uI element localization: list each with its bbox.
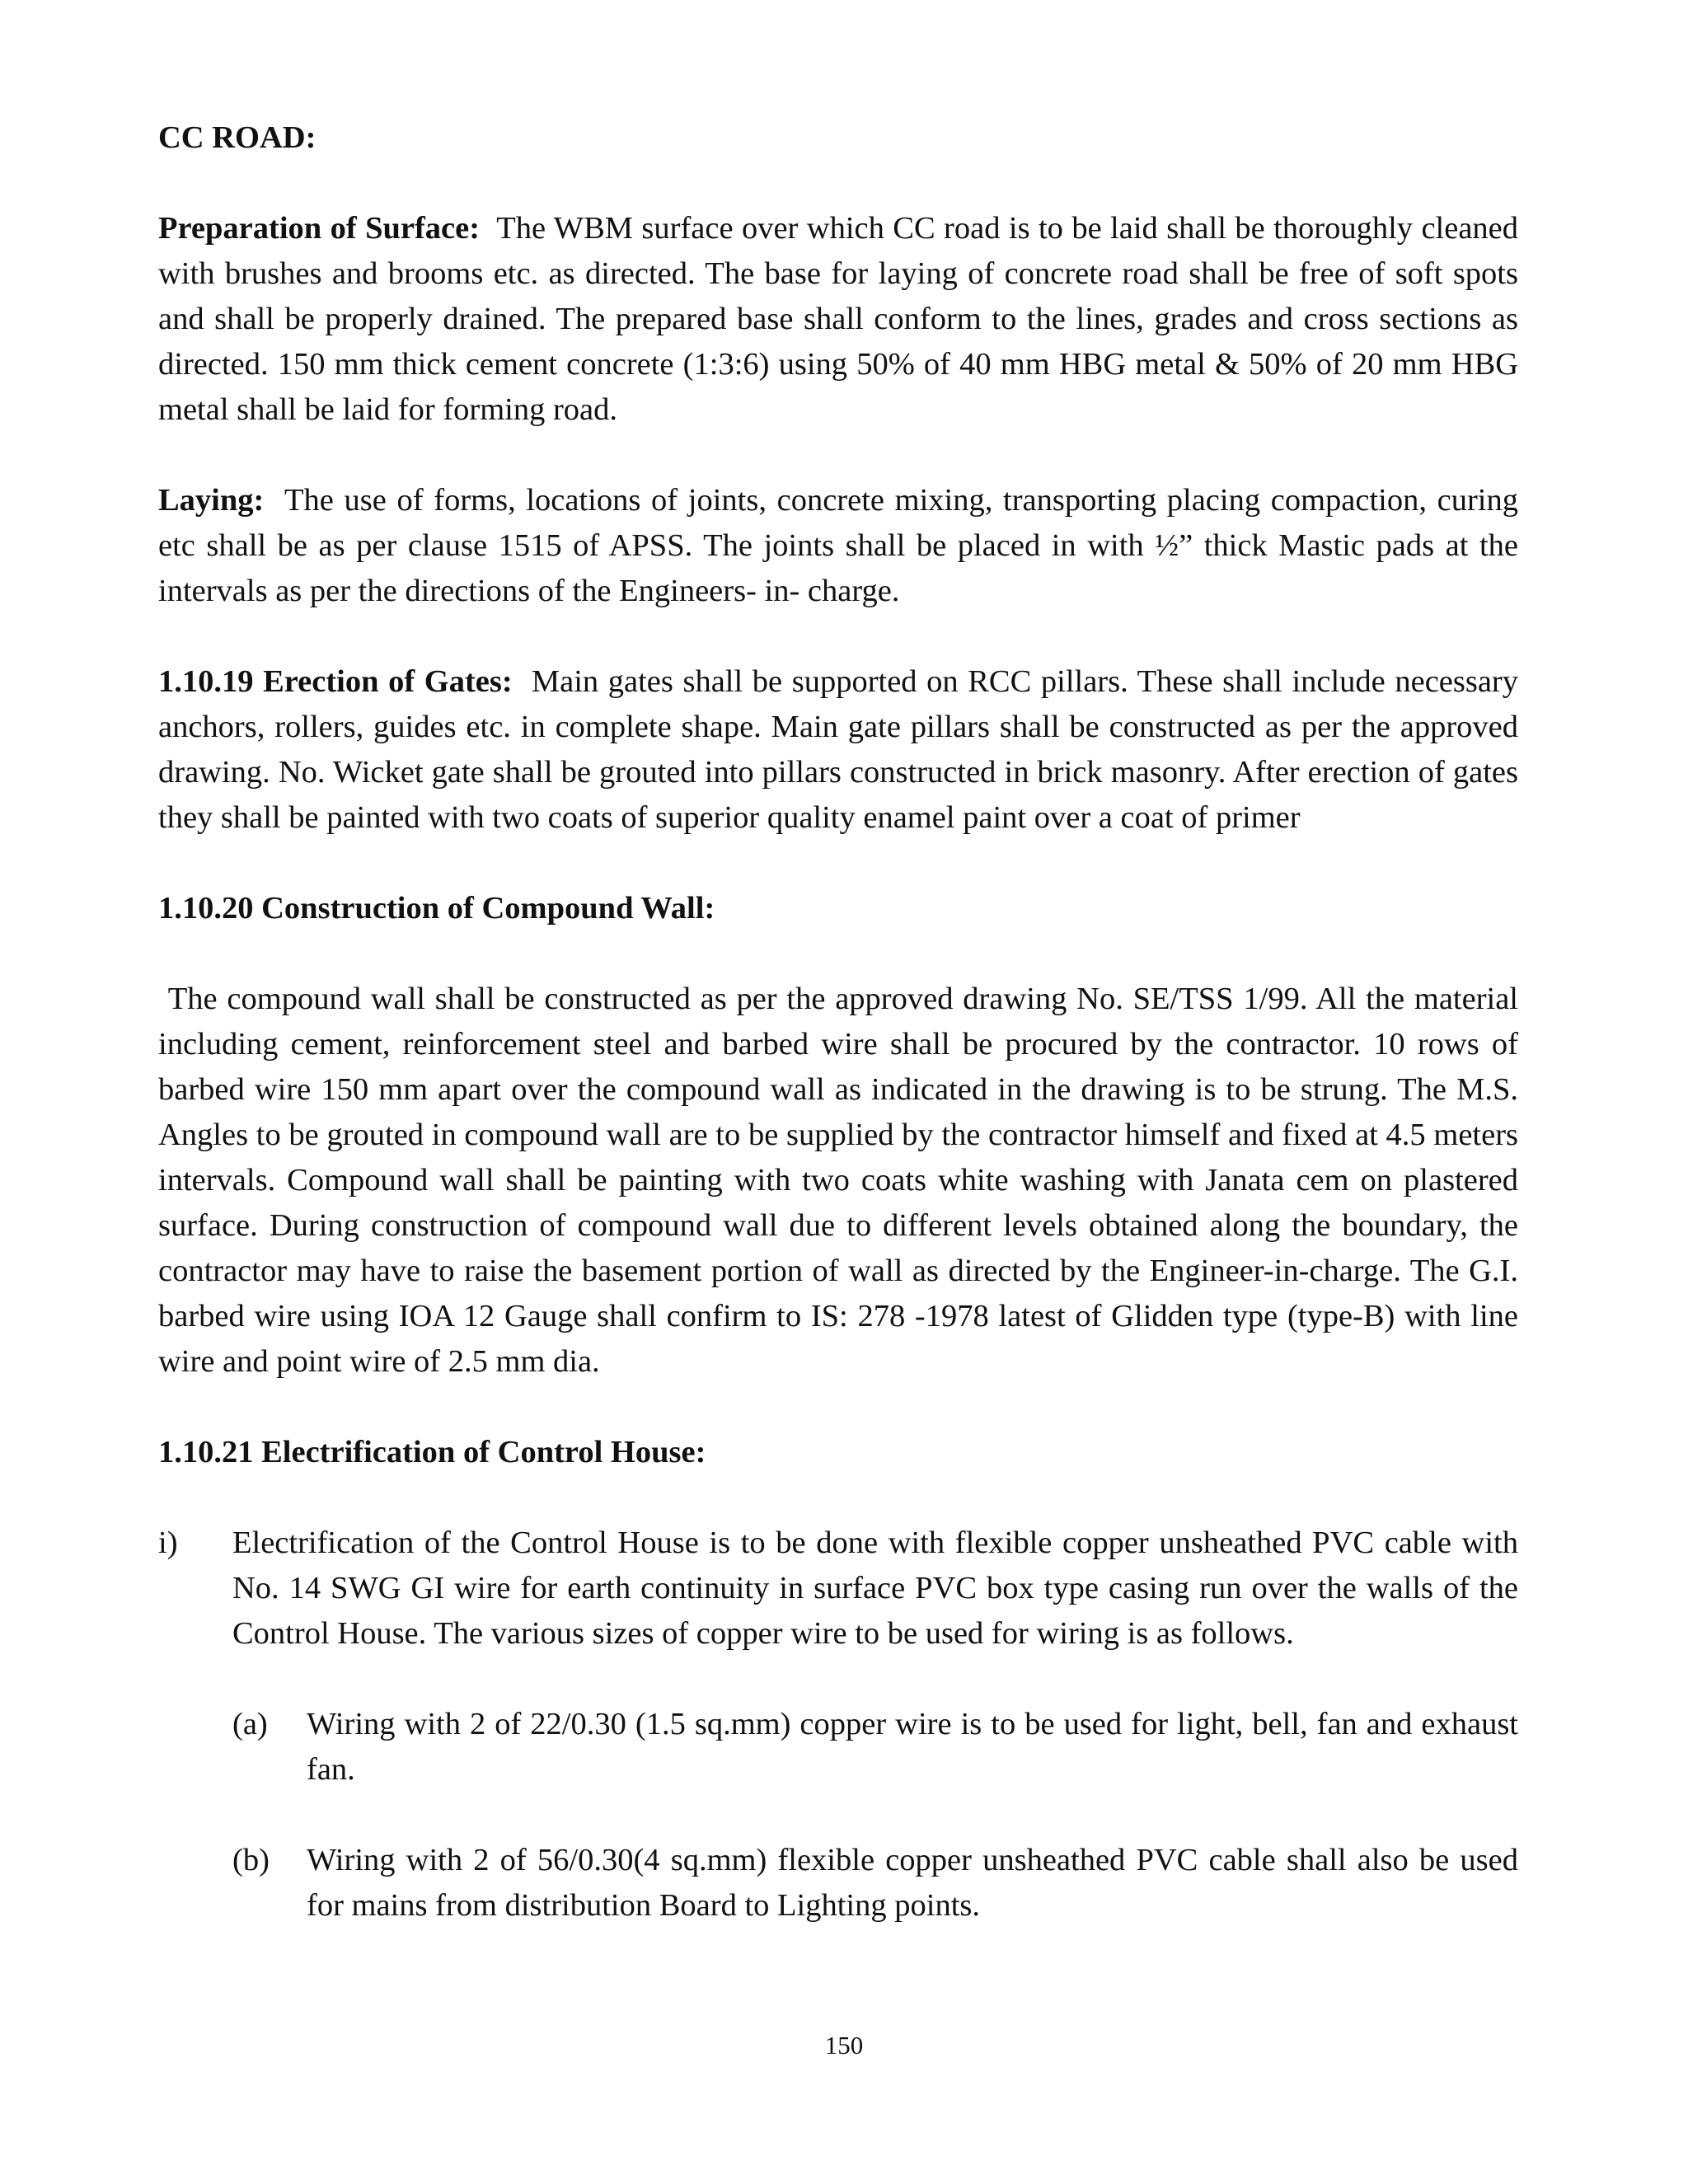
list-item-i	[158, 1521, 1518, 1657]
list-item-i-text: Electrification of the Control House is to be done with flexible copper unsheathed PVC cable with No. 14 SWG GI wire for earth continuity in surface PVC box type casing run over the walls of the Control House. The various sizes of copper wire to be used for wiring is as follows.	[232, 1526, 1518, 1651]
text-preparation-of-surface: The WBM surface over which CC road is to be laid shall be thoroughly cleaned with brushes and brooms etc. as directed. The base for laying of concrete road shall be free of soft spots and shall be properly drained. The prepared base shall conform to the lines, grades and cross sections as directed. 150 mm thick cement concrete (1:3:6) using 50% of 40 mm HBG metal & 50% of 20 mm HBG metal shall be laid for forming road.	[158, 211, 1518, 427]
section-title-cc-road: CC ROAD:	[158, 120, 316, 155]
page-number: 150	[824, 2031, 864, 2060]
paragraph-compound-wall	[158, 977, 1518, 1385]
text-laying: The use of forms, locations of joints, concrete mixing, transporting placing compaction, curing etc shall be as per clause 1515 of APSS. The joints shall be placed in with ½” thick Mastic pads at the intervals as per the directions of the Engineers- in- charge.	[158, 483, 1518, 608]
paragraph-erection-of-gates	[158, 659, 1518, 841]
lead-erection-of-gates: 1.10.19 Erection of Gates:	[158, 664, 513, 699]
document-page	[158, 115, 1518, 1974]
text-erection-of-gates: Main gates shall be supported on RCC pillars. These shall include necessary anchors, rollers, guides etc. in complete shape. Main gate pillars shall be constructed as per the approved drawing. No. Wicket gate shall be grouted into pillars constructed in brick masonry. After erection of gates they shall be painted with two coats of superior quality enamel paint over a coat of primer	[158, 664, 1519, 835]
list-item-i-label: i)	[158, 1526, 178, 1560]
list-subitem-b-label: (b)	[232, 1843, 270, 1877]
paragraph-preparation-of-surface	[158, 206, 1518, 433]
list-subitem-a-label: (a)	[232, 1707, 268, 1741]
list-subitem-b-text: Wiring with 2 of 56/0.30(4 sq.mm) flexible copper unsheathed PVC cable shall also be used for mains from distribution Board to Lighting points.	[307, 1843, 1518, 1923]
list-subitem-b	[232, 1838, 1518, 1929]
heading-compound-wall: 1.10.20 Construction of Compound Wall:	[158, 891, 715, 926]
list-subitem-a	[232, 1702, 1518, 1793]
text-compound-wall: The compound wall shall be constructed as per the approved drawing No. SE/TSS 1/99. All the material including cement, reinforcement steel and barbed wire shall be procured by the contractor. 10 rows of barbed wire 150 mm apart over the compound wall as indicated in the drawing is to be strung. The M.S. Angles to be grouted in compound wall are to be supplied by the contractor himself and fixed at 4.5 meters intervals. Compound wall shall be painting with two coats white washing with Janata cem on plastered surface. During construction of compound wall due to different levels obtained along the boundary, the contractor may have to raise the basement portion of wall as directed by the Engineer-in-charge. The G.I. barbed wire using IOA 12 Gauge shall confirm to IS: 278 -1978 latest of Glidden type (type-B) with line wire and point wire of 2.5 mm dia.	[158, 982, 1518, 1379]
heading-electrification: 1.10.21 Electrification of Control House:	[158, 1435, 706, 1469]
list-subitem-a-text: Wiring with 2 of 22/0.30 (1.5 sq.mm) copper wire is to be used for light, bell, fan and exhaust fan.	[307, 1707, 1518, 1787]
lead-laying: Laying:	[158, 483, 265, 518]
paragraph-laying	[158, 478, 1518, 614]
lead-preparation-of-surface: Preparation of Surface:	[158, 211, 481, 246]
